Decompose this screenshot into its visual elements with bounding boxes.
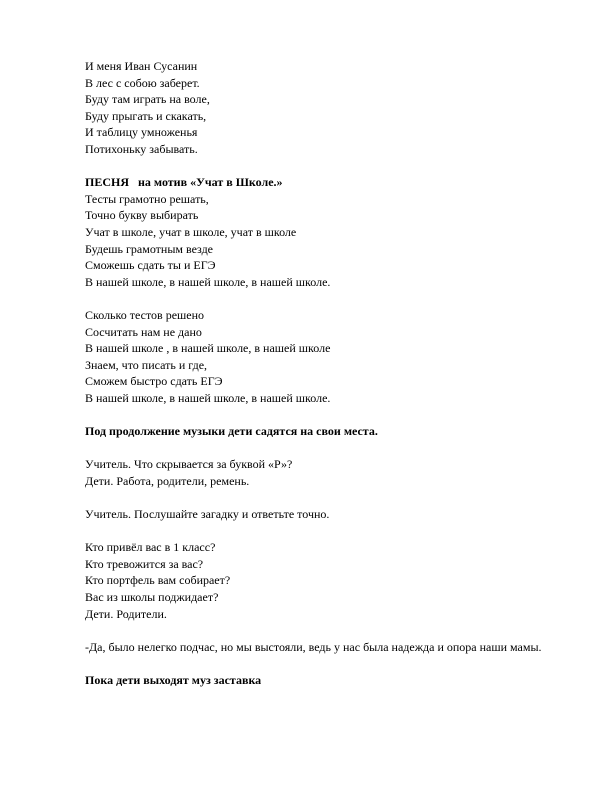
stage-direction: Под продолжение музыки дети садятся на свои места. [85,424,378,439]
riddle [85,539,545,622]
verse-line: Сколько тестов решено [85,307,205,322]
verse-2 [85,307,545,407]
stanza-line: И меня Иван Сусанин [85,59,198,73]
verse-line: В нашей школе, в нашей школе, в нашей школе. [85,390,331,405]
verse-line: Тесты грамотно решать, [85,191,209,206]
spacer [85,440,545,457]
spacer [85,622,545,639]
spacer [85,290,545,307]
verse-line: Будешь грамотным везде [85,241,214,256]
verse-line: Знаем, что писать и где, [85,357,208,372]
riddle-answer: Дети. Родители. [85,606,167,621]
dialog-1 [85,456,545,489]
song-motif: на мотив «Учат в Школе.» [138,175,283,190]
spacer [85,406,545,423]
verse-line: В нашей школе, в нашей школе, в нашей школе. [85,274,331,289]
stanza-1 [85,58,545,158]
dialog-line: Дети. Работа, родители, ремень. [85,473,250,488]
stanza-line: Буду прыгать и скакать, [85,108,207,123]
stanza-line: В лес с собою заберет. [85,75,200,90]
verse-line: Сможешь сдать ты и ЕГЭ [85,258,216,273]
spacer [85,489,545,506]
riddle-line: Кто тревожится за вас? [85,556,204,571]
verse-1 [85,191,545,291]
riddle-line: Кто привёл вас в 1 класс? [85,540,216,555]
verse-line: Сосчитать нам не дано [85,324,202,339]
stage-direction: Пока дети выходят муз заставка [85,673,262,688]
stanza-line: Потихоньку забывать. [85,141,198,156]
teacher-riddle-intro: Учитель. Послушайте загадку и ответьте точно. [85,507,330,522]
spacer [85,523,545,540]
closing-paragraph: -Да, было нелегко подчас, но мы выстояли, ведь у нас была надежда и опора наши мамы. [85,639,542,654]
song-label: ПЕСНЯ [85,175,130,190]
spacer [85,656,545,673]
spacer [85,158,545,175]
verse-line: В нашей школе , в нашей школе, в нашей школе [85,341,331,356]
riddle-line: Кто портфель вам собирает? [85,573,231,588]
riddle-line: Вас из школы поджидает? [85,590,219,604]
verse-line: Точно букву выбирать [85,208,199,223]
verse-line: Учат в школе, учат в школе, учат в школе [85,224,297,239]
dialog-line: Учитель. Что скрывается за буквой «Р»? [85,457,293,472]
verse-line: Сможем быстро сдать ЕГЭ [85,374,223,389]
song-heading [85,174,545,191]
document-body [85,58,545,689]
stanza-line: Буду там играть на воле, [85,92,210,107]
stanza-line: И таблицу умноженья [85,125,198,140]
